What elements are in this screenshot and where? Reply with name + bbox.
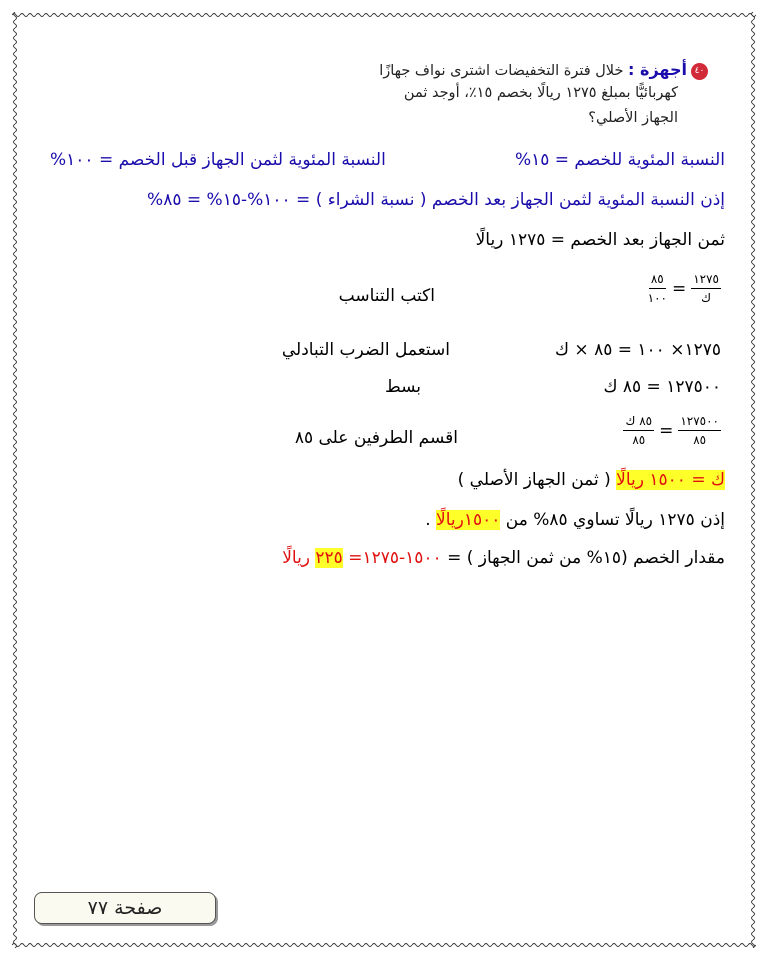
proportion-equation: $\frac{١٢٧٥}{\text{ك}}$ = $\frac{٨٥}{١٠٠}$ [647, 272, 719, 305]
question-title: أجهزة : [628, 60, 687, 79]
original-percent: النسبة المئوية لثمن الجهاز قبل الخصم = ١٠٠% [50, 150, 386, 170]
step2-note: استعمل الضرب التبادلي [281, 340, 450, 360]
question-line-3: الجهاز الأصلي؟ [588, 110, 678, 126]
question-line-1 [379, 60, 708, 80]
conclusion-end: . [425, 510, 437, 530]
fraction-85-over-100: $\frac{٨٥}{١٠٠}$ [647, 272, 667, 305]
fraction-85k-over-85: $\frac{\text{٨٥ ك}}{٨٥}$ [625, 414, 653, 447]
fraction-price-over-k: $\frac{١٢٧٥}{\text{ك}}$ [693, 272, 719, 305]
conclusion-highlight: ١٥٠٠ريالًا [436, 510, 501, 530]
question-line-2: كهربائيًّا بمبلغ ١٢٧٥ ريالًا بخصم ١٥٪، أوجد ثمن [403, 85, 678, 101]
price-after-discount: ثمن الجهاز بعد الخصم = ١٢٧٥ ريالًا [475, 230, 725, 250]
conclusion-line [425, 510, 725, 530]
discount-line [282, 548, 725, 568]
result-line [458, 470, 725, 490]
fraction-127500-over-85: $\frac{١٢٧٥٠٠}{٨٥}$ [680, 414, 719, 447]
result-rest: ( ثمن الجهاز الأصلي ) [457, 470, 617, 490]
step4-note: اقسم الطرفين على ٨٥ [294, 428, 458, 448]
discount-percent: النسبة المئوية للخصم = ١٥% [514, 150, 725, 170]
question-text-1: خلال فترة التخفيضات اشترى نواف جهازًا [379, 63, 624, 79]
discount-calc: ١٥٠٠-١٢٧٥= [342, 548, 442, 568]
divide-equation: $\frac{١٢٧٥٠٠}{٨٥}$ = $\frac{\text{٨٥ ك}}{٨٥}$ [625, 414, 719, 447]
page-number-label: صفحة ٧٧ [34, 892, 216, 924]
result-highlight: ك = ١٥٠٠ ريالًا [616, 470, 725, 490]
discount-unit: ريالًا [282, 548, 316, 568]
question-number-badge: ٤٠ [691, 63, 708, 80]
step3-note: بسط [384, 377, 421, 397]
after-discount-percent: إذن النسبة المئوية لثمن الجهاز بعد الخصم ( نسبة الشراء ) = ١٠٠%-١٥% = ٨٥% [147, 190, 725, 210]
discount-text: مقدار الخصم (١٥% من ثمن الجهاز ) = [441, 548, 725, 568]
step1-note: اكتب التناسب [338, 286, 435, 306]
conclusion-text: إذن ١٢٧٥ ريالًا تساوي ٨٥% من [500, 510, 725, 530]
simplified-equation: ١٢٧٥٠٠ = ٨٥ ك [603, 377, 721, 397]
discount-highlight: ٢٢٥ [315, 548, 343, 568]
cross-multiply-equation: ١٢٧٥× ١٠٠ = ٨٥ × ك [555, 340, 721, 360]
